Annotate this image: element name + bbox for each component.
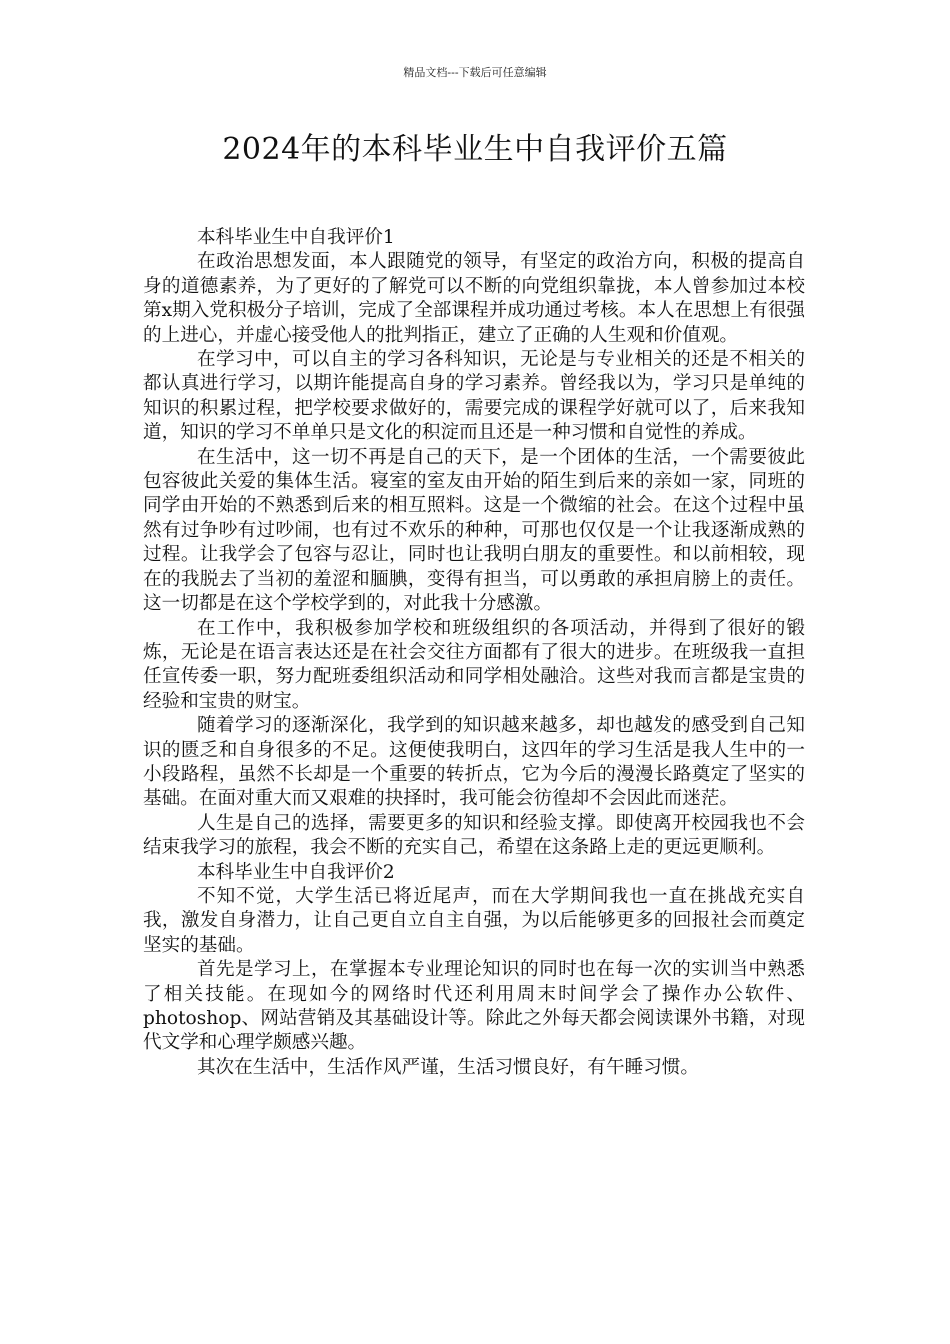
- paragraph: 随着学习的逐渐深化，我学到的知识越来越多，却也越发的感受到自己知识的匮乏和自身很多的不足。这便使我明白，这四年的学习生活是我人生中的一小段路程，虽然不长却是一个重要的转折点，它为今后的漫漫长路奠定了坚实的基础。在面对重大而又艰难的抉择时，我可能会彷徨却不会因此而迷茫。: [143, 715, 805, 810]
- paragraph: 其次在生活中，生活作风严谨，生活习惯良好，有午睡习惯。: [196, 1056, 699, 1078]
- paragraph: 在政治思想发面，本人跟随党的领导，有坚定的政治方向，积极的提高自身的道德素养，为了更好的了解党可以不断的向党组织靠拢，本人曾参加过本校第x期入党积极分子培训，完成了全部课程并成功通过考核。本人在思想上有很强的上进心，并虚心接受他人的批判指正，建立了正确的人生观和价值观。: [143, 251, 805, 346]
- paragraph: 在工作中，我积极参加学校和班级组织的各项活动，并得到了很好的锻炼，无论是在语言表达还是在社会交往方面都有了很大的进步。在班级我一直担任宣传委一职，努力配班委组织活动和同学相处融洽。这些对我而言都是宝贵的经验和宝贵的财宝。: [143, 617, 805, 712]
- document-body: [143, 226, 805, 1080]
- paragraph: 在生活中，这一切不再是自己的天下，是一个团体的生活，一个需要彼此包容彼此关爱的集体生活。寝室的室友由开始的陌生到后来的亲如一家，同班的同学由开始的不熟悉到后来的相互照料。这是一个微缩的社会。在这个过程中虽然有过争吵有过吵闹，也有过不欢乐的种种，可那也仅仅是一个让我逐渐成熟的过程。让我学会了包容与忍让，同时也让我明白朋友的重要性。和以前相较，现在的我脱去了当初的羞涩和腼腆，变得有担当，可以勇敢的承担肩膀上的责任。这一切都是在这个学校学到的，对此我十分感激。: [143, 446, 805, 615]
- header-note: 精品文档---下载后可任意编辑: [403, 66, 547, 79]
- paragraph: 在学习中，可以自主的学习各科知识，无论是与专业相关的还是不相关的都认真进行学习，以期许能提高自身的学习素养。曾经我以为，学习只是单纯的知识的积累过程，把学校要求做好的，需要完成的课程学好就可以了，后来我知道，知识的学习不单单只是文化的积淀而且还是一种习惯和自觉性的养成。: [143, 349, 805, 444]
- section-heading: 本科毕业生中自我评价1: [196, 227, 395, 248]
- paragraph: 人生是自己的选择，需要更多的知识和经验支撑。即使离开校园我也不会结束我学习的旅程，我会不断的充实自己，希望在这条路上走的更远更顺利。: [143, 812, 805, 859]
- paragraph: 首先是学习上，在掌握本专业理论知识的同时也在每一次的实训当中熟悉了相关技能。在现如今的网络时代还利用周末时间学会了操作办公软件、photoshop、网站营销及其基础设计等。除此之外每天都会阅读课外书籍，对现代文学和心理学颇感兴趣。: [143, 959, 805, 1054]
- paragraph: 不知不觉，大学生活已将近尾声，而在大学期间我也一直在挑战充实自我，激发自身潜力，让自己更自立自主自强，为以后能够更多的回报社会而奠定坚实的基础。: [143, 885, 805, 956]
- document-title: 2024年的本科毕业生中自我评价五篇: [222, 132, 728, 167]
- section-heading: 本科毕业生中自我评价2: [196, 861, 395, 883]
